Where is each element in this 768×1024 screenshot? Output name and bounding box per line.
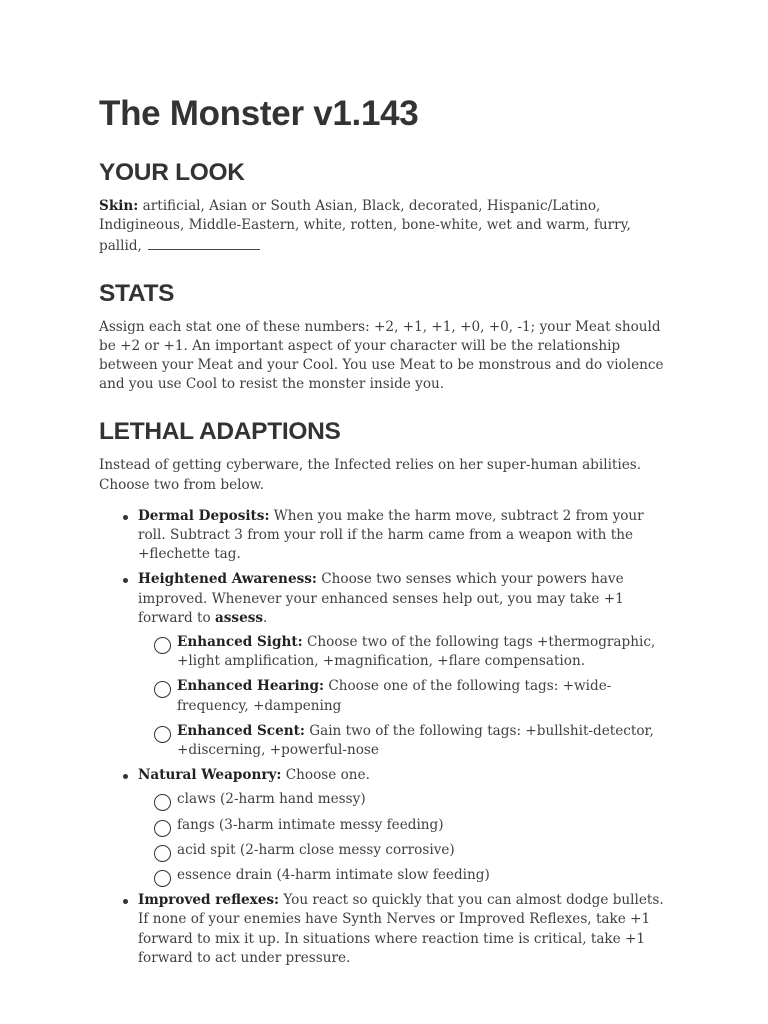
heightened-end: . (263, 609, 268, 626)
stats-paragraph: Assign each stat one of these numbers: +2, +1, +1, +0, +0, -1; your Meat should be +2 or +1. An important aspect of your character will be the relationship between your Meat and your Cool. You use Meat to be monstrous and do violence and you use Cool to resist the monster inside you. (99, 318, 664, 393)
reflexes-text: You react so quickly that you can almost dodge bullets. If none of your enemies have Synth Nerves or Improved Reflexes, take +1 forward to mix it up. In situations where reaction time is critical, take +1 forward to act under pressure. (138, 892, 664, 966)
checkbox-circle-icon[interactable] (154, 681, 171, 698)
checkbox-circle-icon[interactable] (154, 726, 171, 743)
option-enhanced-sight[interactable] (138, 633, 674, 671)
option-label: Enhanced Scent: (177, 722, 305, 739)
option-enhanced-hearing[interactable] (138, 677, 674, 715)
checkbox-circle-icon[interactable] (154, 794, 171, 811)
option-text: claws (2-harm hand messy) (177, 791, 366, 808)
dermal-text: When you make the harm move, subtract 2 from your roll. Subtract 3 from your roll if the harm came from a weapon with the +flechette tag. (138, 507, 644, 563)
lethal-intro: Instead of getting cyberware, the Infected relies on her super-human abilities. Choose two from below. (99, 457, 642, 493)
option-essence-drain[interactable] (138, 866, 674, 885)
senses-list (138, 633, 674, 760)
option-label: Enhanced Hearing: (177, 678, 325, 695)
list-item-improved-reflexes (99, 891, 674, 968)
list-item-natural-weaponry (99, 766, 674, 885)
heightened-text: Choose two senses which your powers have improved. Whenever your enhanced senses help out, you may take +1 forward to (138, 571, 624, 626)
checkbox-circle-icon[interactable] (154, 637, 171, 654)
checkbox-circle-icon[interactable] (154, 870, 171, 887)
list-item-heightened-awareness (99, 570, 674, 760)
page-title: The Monster v1.143 (99, 94, 419, 133)
natural-label: Natural Weaponry: (138, 767, 282, 784)
option-text: Choose one of the following tags: +wide-frequency, +dampening (177, 678, 612, 714)
option-claws[interactable] (138, 790, 674, 809)
option-label: Enhanced Sight: (177, 634, 303, 651)
skin-label: Skin: (99, 198, 139, 214)
adaption-list (99, 507, 674, 968)
natural-text: Choose one. (285, 767, 370, 784)
assess-move: assess (214, 609, 264, 626)
option-text: essence drain (4-harm intimate slow feeding) (177, 867, 490, 884)
option-text: Choose two of the following tags +thermographic, +light amplification, +magnification, +flare compensation. (177, 634, 656, 670)
heading-stats: STATS (99, 279, 175, 307)
option-text: Gain two of the following tags: +bullshit-detector, +discerning, +powerful-nose (177, 722, 654, 759)
skin-blank-line (148, 235, 260, 250)
document-content (99, 90, 674, 974)
checkbox-circle-icon[interactable] (154, 820, 171, 837)
reflexes-label: Improved reflexes: (138, 892, 280, 909)
option-text: acid spit (2-harm close messy corrosive) (177, 841, 455, 858)
checkbox-circle-icon[interactable] (154, 845, 171, 862)
skin-paragraph (99, 197, 674, 257)
option-fangs[interactable] (138, 816, 674, 835)
list-item-dermal-deposits (99, 507, 674, 565)
heightened-label: Heightened Awareness: (138, 571, 317, 588)
option-enhanced-scent[interactable] (138, 722, 674, 760)
option-acid-spit[interactable] (138, 841, 674, 860)
option-text: fangs (3-harm intimate messy feeding) (177, 816, 444, 833)
dermal-label: Dermal Deposits: (138, 507, 270, 524)
weaponry-list (138, 790, 674, 885)
skin-options: artificial, Asian or South Asian, Black, decorated, Hispanic/Latino, Indigineous, Middle-Eastern, white, rotten, bone-white, wet and warm, furry, pallid, (99, 198, 631, 255)
heading-lethal-adaptions: LETHAL ADAPTIONS (99, 418, 341, 446)
heading-your-look: YOUR LOOK (99, 159, 245, 186)
